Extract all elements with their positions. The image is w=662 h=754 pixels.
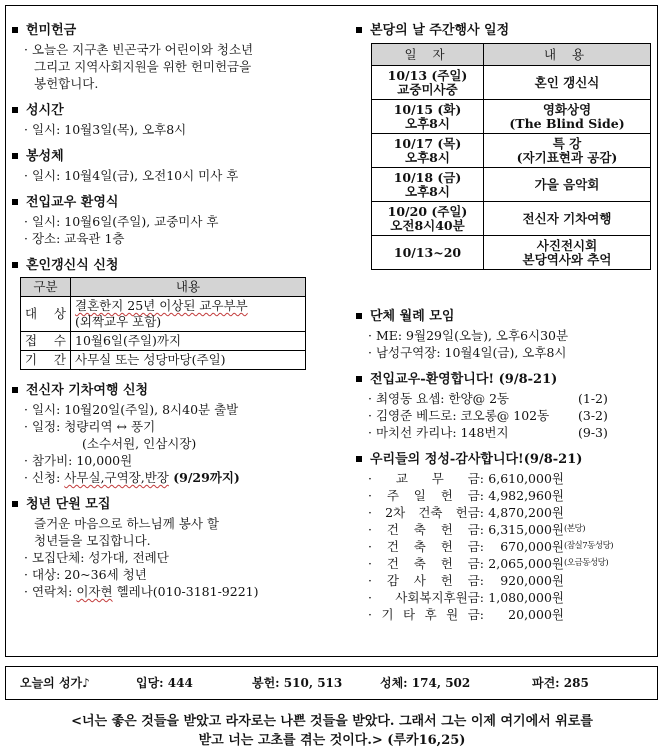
hymn-label: 오늘의 성가♪ — [20, 675, 90, 690]
train-trip-line: · 참가비: 10,000원 — [24, 453, 133, 468]
wedding-title: 혼인갱신식 신청 — [12, 257, 334, 274]
verse-line: <너는 좋은 것들을 받았고 라자로는 나쁜 것들을 받았다. 그래서 그는 이제 여기에서 위로를 — [71, 714, 593, 729]
schedule-date: 10/15 (화) 오후8시 — [372, 100, 484, 134]
wedding-row-content: 사무실 또는 성당마당(주일) — [71, 351, 306, 370]
list-item: · 감 사 헌 금: 920,000원 — [368, 573, 564, 588]
list-item: · 최영동 요셉: 한양@ 2동 (1-2) — [368, 391, 608, 406]
list-item: · 주 일 헌 금: 4,982,960원 — [368, 488, 564, 503]
list-item: · 건 축 헌 금: 2,065,000원 (오금동성당) — [368, 556, 609, 571]
train-trip-line: · 일시: 10월20일(주일), 8시40분 출발 — [24, 402, 239, 417]
train-trip-line: (소수서원, 인삼시장) — [82, 436, 197, 451]
train-trip-apply: · 신청: 사무실,구역장,반장 (9/29까지) — [24, 470, 240, 485]
bullet-square-icon — [12, 501, 18, 507]
wedding-row-label: 기 간 — [21, 351, 71, 370]
table-row — [372, 236, 651, 270]
donation-line: 봉헌합니다. — [34, 76, 99, 91]
table-row — [372, 168, 651, 202]
new-teacher-line: · 장소: 교육관 1층 — [24, 231, 125, 246]
bullet-square-icon — [356, 27, 362, 33]
bullet-square-icon — [356, 456, 362, 462]
donation-title: 헌미헌금 — [12, 22, 334, 39]
schedule-date: 10/13~20 — [372, 236, 484, 270]
schedule-table — [371, 43, 651, 270]
wedding-header-cell: 구분 — [21, 278, 71, 297]
wedding-row-content: 결혼한지 25년 이상된 교우부부 (외짝교우 포함) — [71, 297, 306, 332]
list-item: · 기 타 후 원 금: 20,000원 — [368, 607, 564, 622]
list-item: · 사회복지후원금: 1,080,000원 — [368, 590, 564, 605]
train-trip-title: 전신자 기차여행 신청 — [12, 382, 334, 399]
table-row — [21, 297, 306, 332]
wedding-row-content: 10월6일(주일)까지 — [71, 332, 306, 351]
schedule-date: 10/13 (주일) 교중미사중 — [372, 66, 484, 100]
bullet-square-icon — [12, 387, 18, 393]
bullet-square-icon — [12, 199, 18, 205]
table-row — [372, 134, 651, 168]
schedule-content: 전신자 기차여행 — [484, 202, 651, 236]
youth-intro: 청년들을 모집합니다. — [34, 533, 151, 548]
hymn-dismissal: 파견: 285 — [532, 675, 589, 690]
youth-section — [12, 496, 334, 600]
bullet-square-icon — [356, 313, 362, 319]
schedule-content: 혼인 갱신식 — [484, 66, 651, 100]
hymn-bar — [5, 666, 658, 700]
youth-line: · 대상: 20~36세 청년 — [24, 567, 147, 582]
right-column — [356, 22, 646, 633]
wedding-header-row — [21, 278, 306, 297]
bullet-square-icon — [356, 376, 362, 382]
youth-title: 청년 단원 모집 — [12, 496, 334, 513]
list-item: · 건 축 헌 금: 670,000원 (잠실7동성당) — [368, 539, 614, 554]
bullet-square-icon — [12, 107, 18, 113]
list-item: · 교 무 금: 6,610,000원 — [368, 471, 564, 486]
schedule-title: 본당의 날 주간행사 일정 — [356, 22, 646, 39]
wedding-section — [12, 257, 334, 370]
table-row — [372, 202, 651, 236]
train-trip-section — [12, 382, 334, 486]
wedding-header-cell: 내용 — [71, 278, 306, 297]
welcome-section — [356, 371, 646, 441]
list-item: · 건 축 헌 금: 6,315,000원 (본당) — [368, 522, 586, 537]
thanks-title: 우리들의 정성-감사합니다!(9/8-21) — [356, 451, 646, 468]
wedding-table — [20, 277, 306, 370]
wedding-row-label: 대 상 — [21, 297, 71, 332]
verse-line: 받고 너는 고초를 겪는 것이다.> (루카16,25) — [198, 733, 466, 748]
hymn-offertory: 봉헌: 510, 513 — [252, 675, 343, 690]
schedule-header-row — [372, 44, 651, 66]
bullet-square-icon — [12, 27, 18, 33]
wedding-row-label: 접 수 — [21, 332, 71, 351]
group-meeting-title: 단체 월례 모임 — [356, 308, 646, 325]
schedule-content: 특 강 (자기표현과 공감) — [484, 134, 651, 168]
hymn-entrance: 입당: 444 — [136, 675, 193, 690]
youth-intro: 즐거운 마음으로 하느님께 봉사 할 — [34, 516, 219, 531]
bong-seong-che-title: 봉성체 — [12, 148, 334, 165]
schedule-content: 가을 음악회 — [484, 168, 651, 202]
bong-seong-che-line: · 일시: 10월4일(금), 오전10시 미사 후 — [24, 168, 239, 183]
youth-line: · 모집단체: 성가대, 전례단 — [24, 550, 169, 565]
bullet-square-icon — [12, 153, 18, 159]
new-teacher-section — [12, 194, 334, 247]
donation-line: 그리고 지역사회지원을 위한 헌미헌금을 — [34, 59, 252, 74]
hymn-communion: 성체: 174, 502 — [380, 675, 471, 690]
table-row — [21, 332, 306, 351]
schedule-section — [356, 22, 646, 270]
seong-si-gan-title: 성시간 — [12, 102, 334, 119]
list-item: · 마치선 카리나: 148번지 (9-3) — [368, 425, 608, 440]
schedule-content: 사진전시회 본당역사와 추억 — [484, 236, 651, 270]
group-meeting-line: · ME: 9월29일(오늘), 오후6시30분 — [368, 328, 569, 343]
new-teacher-title: 전입교우 환영식 — [12, 194, 334, 211]
schedule-date: 10/17 (목) 오후8시 — [372, 134, 484, 168]
seong-si-gan-line: · 일시: 10월3일(목), 오후8시 — [24, 122, 187, 137]
welcome-title: 전입교우-환영합니다! (9/8-21) — [356, 371, 646, 388]
schedule-date: 10/20 (주일) 오전8시40분 — [372, 202, 484, 236]
donation-line: · 오늘은 지구촌 빈곤국가 어린이와 청소년 — [24, 42, 254, 57]
bong-seong-che-section — [12, 148, 334, 184]
list-item: · 2차 건축 헌금: 4,870,200원 — [368, 505, 564, 520]
schedule-content: 영화상영 (The Blind Side) — [484, 100, 651, 134]
new-teacher-line: · 일시: 10월6일(주일), 교중미사 후 — [24, 214, 219, 229]
schedule-date: 10/18 (금) 오후8시 — [372, 168, 484, 202]
train-trip-line: · 일정: 청량리역 ↔ 풍기 — [24, 419, 156, 434]
table-row — [372, 100, 651, 134]
group-meeting-section — [356, 308, 646, 361]
schedule-header-cell: 내 용 — [484, 44, 651, 66]
donation-section — [12, 22, 334, 92]
left-column — [12, 22, 334, 610]
table-row — [21, 351, 306, 370]
group-meeting-line: · 남성구역장: 10월4일(금), 오후8시 — [368, 345, 567, 360]
table-row — [372, 66, 651, 100]
seong-si-gan-section — [12, 102, 334, 138]
thanks-section — [356, 451, 646, 623]
scripture-verse — [12, 712, 652, 750]
bullet-square-icon — [12, 262, 18, 268]
youth-contact: · 연락처: 이자현 헬레나(010-3181-9221) — [24, 584, 259, 599]
schedule-header-cell: 일 자 — [372, 44, 484, 66]
list-item: · 김영준 베드로: 코오롱@ 102동 (3-2) — [368, 408, 608, 423]
